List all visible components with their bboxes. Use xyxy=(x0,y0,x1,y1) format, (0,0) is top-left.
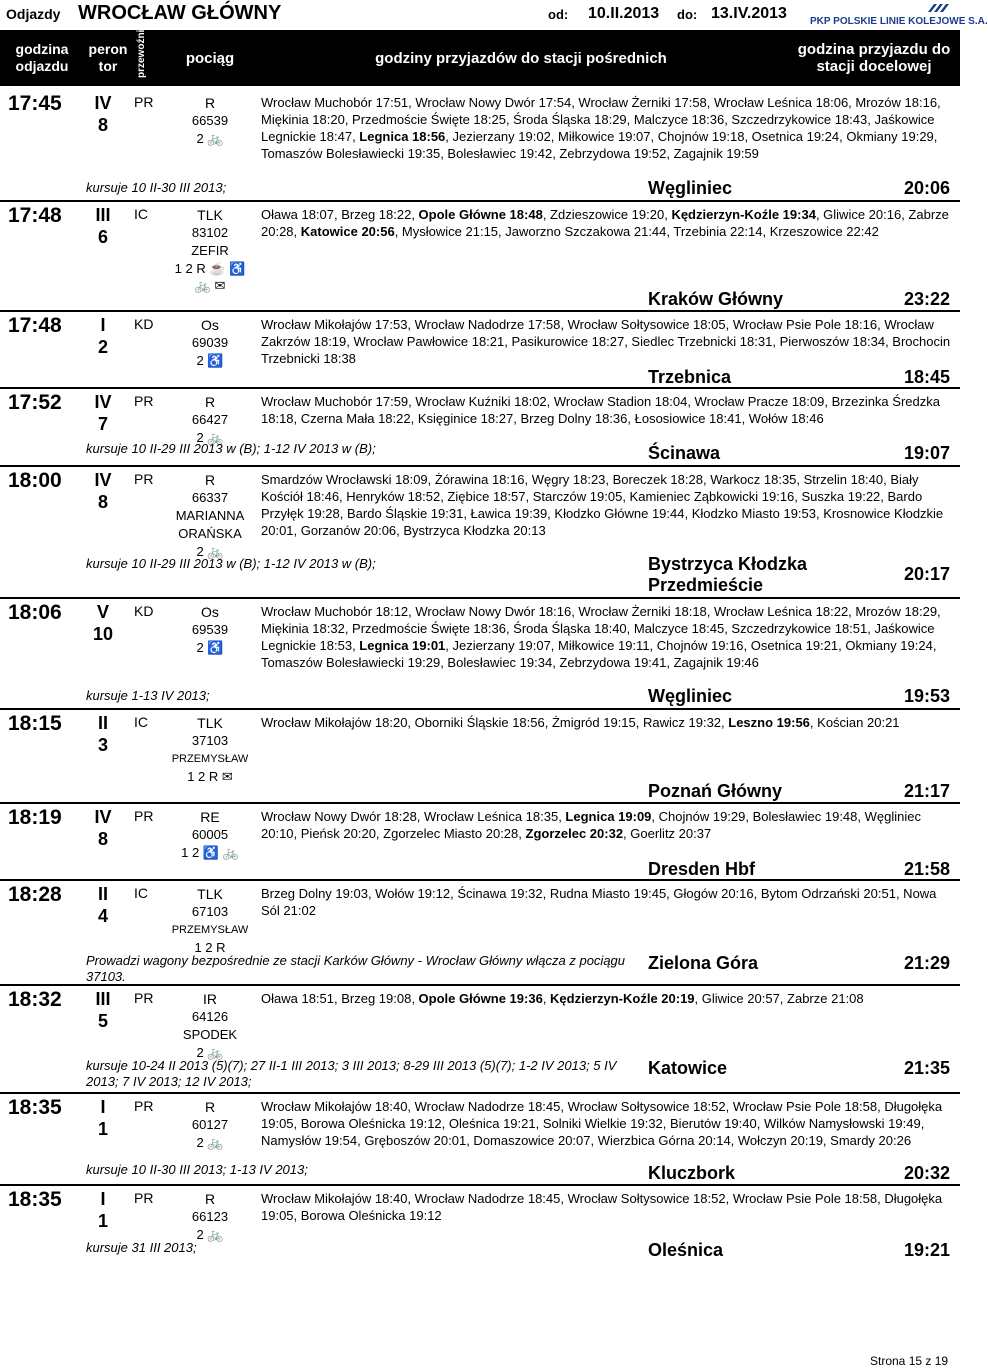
train-info xyxy=(170,714,250,785)
carrier-code: PR xyxy=(134,1098,154,1114)
row-divider xyxy=(0,984,960,986)
train-number: 66427 xyxy=(191,412,229,427)
train-number: 69039 xyxy=(191,335,229,350)
intermediate-stations: Oława 18:51, Brzeg 19:08, Opole Główne 19:36, Kędzierzyn-Koźle 20:19, Gliwice 20:57, Zabrze 21:08 xyxy=(261,991,864,1006)
service-note: Prowadzi wagony bezpośrednie ze stacji Karków Główny - Wrocław Główny włącza z pociągu 37103. xyxy=(86,953,626,984)
intermediate-stations: Wrocław Muchobór 18:12, Wrocław Nowy Dwór 18:16, Wrocław Żerniki 18:18, Wrocław Leśnica 18:22, Mrozów 18:29, Miękinia 18:32, Przedmoście Święte 18:36, Środa Śląska 18:40, Malczyce 18:45, Szczedrzykowice 18:51, Jaśkowice Legnickie 18:53, Legnica 19:01, Jezierzany 19:07, Miłkowice 19:11, Chojnów 19:16, Osetnica 19:21, Okmiany 19:24, Tomaszów Bolesławiecki 19:29, Bolesławiec 19:34, Zebrzydowa 19:41, Zagajnik 19:46 xyxy=(261,604,941,670)
departure-time: 17:48 xyxy=(8,204,62,227)
destination-arrival-time: 20:17 xyxy=(903,564,950,584)
train-category: R xyxy=(204,1099,216,1115)
destination-name: Poznań Główny xyxy=(648,781,783,801)
platform-track xyxy=(90,391,116,435)
train-number: 64126 xyxy=(191,1009,229,1024)
intermediate-stations: Wrocław Mikołajów 18:40, Wrocław Nadodrze 18:45, Wrocław Sołtysowice 18:52, Wrocław Psie Pole 18:58, Długołęka 19:05, Borowa Oleśnicka 19:12 xyxy=(261,1191,943,1223)
amenity-icons-secondary: 🚲 ✉ xyxy=(194,278,226,293)
train-category: R xyxy=(204,472,216,488)
platform-track xyxy=(90,204,116,248)
train-name: ZEFIR xyxy=(191,243,229,258)
logo-stripes-icon xyxy=(928,3,952,13)
intermediate-stations: Wrocław Muchobór 17:59, Wrocław Kuźniki 18:02, Wrocław Stadion 18:04, Wrocław Pracze 18:09, Brzezinka Średzka 18:18, Czerna Mała 18:22, Księginice 18:27, Brzeg Dolny 18:36, Łososiowice 18:41, Wołów 18:46 xyxy=(261,394,940,426)
header-train: pociąg xyxy=(185,50,235,67)
header-platform: peron tor xyxy=(88,41,128,74)
train-number: 83102 xyxy=(191,225,229,240)
destination-name: Zielona Góra xyxy=(648,953,759,973)
platform-track xyxy=(90,1188,116,1232)
platform-number: IV xyxy=(94,392,112,412)
platform-track xyxy=(90,712,116,756)
header-departure-time: godzina odjazdu xyxy=(15,41,69,74)
departure-time: 18:35 xyxy=(8,1188,62,1211)
intermediate-stations: Wrocław Mikołajów 18:20, Oborniki Śląskie 18:56, Żmigród 19:15, Rawicz 19:32, Leszno 19:56, Kościan 20:21 xyxy=(261,715,900,730)
carrier-code: PR xyxy=(134,808,154,824)
intermediate-stations: Wrocław Nowy Dwór 18:28, Wrocław Leśnica 18:35, Legnica 19:09, Chojnów 19:29, Bolesławiec 19:48, Węgliniec 20:10, Pieńsk 20:20, Zgorzelec Miasto 20:28, Zgorzelec 20:32, Goerlitz 20:37 xyxy=(261,809,921,841)
to-date: 13.IV.2013 xyxy=(711,5,787,22)
destination-name: Kluczbork xyxy=(648,1163,736,1183)
carrier-code: IC xyxy=(134,885,148,901)
track-number: 7 xyxy=(97,414,108,434)
track-number: 8 xyxy=(97,829,108,849)
train-number: 69539 xyxy=(191,622,229,637)
amenity-icons: 1 2 ♿ 🚲 xyxy=(181,845,239,860)
amenity-icons: 1 2 R ✉ xyxy=(187,769,233,784)
train-category: IR xyxy=(203,991,217,1007)
departure-time: 18:32 xyxy=(8,988,62,1011)
platform-track xyxy=(90,806,116,850)
platform-track xyxy=(90,469,116,513)
destination-arrival-time: 21:58 xyxy=(903,859,950,879)
intermediate-stations: Brzeg Dolny 19:03, Wołów 19:12, Ścinawa 19:32, Rudna Miasto 19:45, Głogów 20:16, Bytom Odrzański 20:51, Nowa Sól 21:02 xyxy=(261,886,937,918)
destination-arrival-time: 19:21 xyxy=(903,1240,950,1260)
amenity-icons: 2 🚲 xyxy=(196,131,224,146)
track-number: 2 xyxy=(97,337,108,357)
carrier-code: PR xyxy=(134,1190,154,1206)
track-number: 3 xyxy=(97,735,108,755)
destination-arrival-time: 21:17 xyxy=(903,781,950,801)
track-number: 4 xyxy=(97,906,108,926)
train-category: TLK xyxy=(197,207,223,223)
platform-track xyxy=(90,314,116,358)
platform-track xyxy=(90,1096,116,1140)
header-intermediate: godziny przyjazdów do stacji pośrednich xyxy=(375,50,667,67)
train-info xyxy=(170,393,250,446)
destination-arrival-time: 19:53 xyxy=(903,686,950,706)
header-carrier: przewoźnik xyxy=(136,24,147,78)
track-number: 10 xyxy=(92,624,114,644)
platform-number: III xyxy=(95,989,111,1009)
platform-number: IV xyxy=(94,93,112,113)
platform-number: I xyxy=(100,1097,106,1117)
train-name: PRZEMYSŁAW xyxy=(171,753,249,765)
platform-number: IV xyxy=(94,807,112,827)
departure-time: 18:15 xyxy=(8,712,62,735)
intermediate-stations: Wrocław Muchobór 17:51, Wrocław Nowy Dwór 17:54, Wrocław Żerniki 17:58, Wrocław Leśnica 18:06, Mrozów 18:16, Miękinia 18:20, Przedmoście Święte 18:25, Środa Śląska 18:29, Malczyce 18:36, Szczedrzykowice 18:43, Jaśkowice Legnickie 18:47, Legnica 18:56, Jezierzany 19:02, Miłkowice 19:07, Chojnów 19:18, Osetnica 19:24, Okmiany 19:29, Tomaszów Bolesławiecki 19:35, Bolesławiec 19:42, Zebrzydowa 19:52, Zagajnik 19:59 xyxy=(261,95,941,161)
platform-number: III xyxy=(95,205,111,225)
service-note: kursuje 1-13 IV 2013; xyxy=(86,688,210,703)
intermediate-stations: Wrocław Mikołajów 17:53, Wrocław Nadodrze 17:58, Wrocław Sołtysowice 18:05, Wrocław Psie Pole 18:16, Wrocław Zakrzów 18:19, Wrocław Pawłowice 18:21, Pasikurowice 18:27, Siedlec Trzebnicki 18:31, Pierwoszów 18:34, Brochocin Trzebnicki 18:38 xyxy=(261,317,951,366)
amenity-icons: 2 ♿ xyxy=(196,353,224,368)
intermediate-stations: Smardzów Wrocławski 18:09, Żórawina 18:16, Węgry 18:23, Boreczek 18:28, Warkocz 18:35, Strzelin 18:40, Biały Kościół 18:46, Henryków 18:52, Ziębice 18:57, Starczów 19:05, Kamieniec Ząbkowicki 19:16, Suszka 19:22, Bardo Przyłęk 19:28, Bardo Śląskie 19:31, Ławica 19:39, Kłodzko Główne 19:44, Kłodzko Miasto 19:53, Krosnowice Kłodzkie 20:01, Gorzanów 20:06, Bystrzyca Kłodzka 20:13 xyxy=(261,472,944,538)
destination-arrival-time: 19:07 xyxy=(903,443,950,463)
train-name: PRZEMYSŁAW xyxy=(171,924,249,936)
track-number: 6 xyxy=(97,227,108,247)
amenity-icons: 1 2 R xyxy=(194,940,226,955)
amenity-icons: 2 🚲 xyxy=(196,430,224,445)
platform-track xyxy=(90,601,116,645)
row-divider xyxy=(0,1184,960,1186)
train-category: TLK xyxy=(197,886,223,902)
platform-number: II xyxy=(97,713,108,733)
carrier-code: IC xyxy=(134,714,148,730)
row-divider xyxy=(0,802,960,804)
service-note: kursuje 10 II-30 III 2013; xyxy=(86,180,227,195)
destination-arrival-time: 20:32 xyxy=(903,1163,950,1183)
amenity-icons: 1 2 R ☕ ♿ xyxy=(174,261,246,276)
train-number: 37103 xyxy=(191,733,229,748)
track-number: 1 xyxy=(97,1119,108,1139)
destination-arrival-time: 20:06 xyxy=(903,178,950,198)
departures-label: Odjazdy xyxy=(6,6,61,22)
departure-time: 18:06 xyxy=(8,601,62,624)
train-info xyxy=(170,471,250,560)
to-label: do: xyxy=(677,7,698,22)
destination-name: Węgliniec xyxy=(648,178,733,198)
track-number: 5 xyxy=(97,1011,108,1031)
track-number: 8 xyxy=(97,492,108,512)
carrier-code: KD xyxy=(134,316,154,332)
service-note: kursuje 10 II-30 III 2013; 1-13 IV 2013; xyxy=(86,1162,308,1177)
destination-arrival-time: 21:29 xyxy=(903,953,950,973)
platform-number: I xyxy=(100,1189,106,1209)
destination-name: Katowice xyxy=(648,1058,728,1078)
train-number: 67103 xyxy=(191,904,229,919)
departure-time: 17:48 xyxy=(8,314,62,337)
carrier-code: KD xyxy=(134,603,154,619)
departure-time: 18:28 xyxy=(8,883,62,906)
row-divider xyxy=(0,708,960,710)
platform-number: V xyxy=(96,602,109,622)
track-number: 8 xyxy=(97,115,108,135)
table-header xyxy=(0,24,960,86)
train-info xyxy=(170,206,250,294)
amenity-icons: 2 🚲 xyxy=(196,1045,224,1060)
train-name: MARIANNA ORAŃSKA xyxy=(175,508,245,541)
destination-name: Trzebnica xyxy=(648,367,732,387)
destination-name: Węgliniec xyxy=(648,686,733,706)
departure-time: 17:45 xyxy=(8,92,62,115)
train-number: 60005 xyxy=(191,827,229,842)
departure-time: 17:52 xyxy=(8,391,62,414)
row-divider xyxy=(0,597,960,599)
pkp-logo xyxy=(806,3,988,27)
platform-track xyxy=(90,883,116,927)
carrier-code: PR xyxy=(134,393,154,409)
destination-name: Bystrzyca Kłodzka Przedmieście xyxy=(648,554,808,595)
train-number: 60127 xyxy=(191,1117,229,1132)
train-category: Os xyxy=(201,317,219,333)
row-divider xyxy=(0,387,960,389)
amenity-icons: 2 ♿ xyxy=(196,640,224,655)
carrier-code: PR xyxy=(134,990,154,1006)
service-note: kursuje 10-24 II 2013 (5)(7); 27 II-1 III 2013; 3 III 2013; 8-29 III 2013 (5)(7); 1-2 IV 2013; 5 IV 2013; 7 IV 2013; 12 IV 2013; xyxy=(86,1058,617,1089)
header-destination: godzina przyjazdu do stacji docelowej xyxy=(797,41,951,75)
departure-time: 18:00 xyxy=(8,469,62,492)
intermediate-stations: Oława 18:07, Brzeg 18:22, Opole Główne 18:48, Zdzieszowice 19:20, Kędzierzyn-Koźle 19:34, Gliwice 20:16, Zabrze 20:28, Katowice 20:56, Mysłowice 21:15, Jaworzno Szczakowa 21:44, Trzebinia 22:14, Krzeszowice 22:42 xyxy=(261,207,949,239)
departure-time: 18:19 xyxy=(8,806,62,829)
row-divider xyxy=(0,879,960,881)
destination-name: Oleśnica xyxy=(648,1240,724,1260)
track-number: 1 xyxy=(97,1211,108,1231)
train-category: TLK xyxy=(197,715,223,731)
page-number: Strona 15 z 19 xyxy=(870,1354,949,1368)
train-category: R xyxy=(204,1191,216,1207)
departure-time: 18:35 xyxy=(8,1096,62,1119)
platform-number: I xyxy=(100,315,106,335)
train-number: 66123 xyxy=(191,1209,229,1224)
amenity-icons: 2 🚲 xyxy=(196,1227,224,1242)
train-category: Os xyxy=(201,604,219,620)
train-name: SPODEK xyxy=(182,1027,238,1042)
from-label: od: xyxy=(548,7,569,22)
destination-arrival-time: 23:22 xyxy=(903,289,950,309)
train-info xyxy=(170,316,250,369)
platform-track xyxy=(90,988,116,1032)
train-info xyxy=(170,1190,250,1243)
amenity-icons: 2 🚲 xyxy=(196,1135,224,1150)
logo-text: PKP POLSKIE LINIE KOLEJOWE S.A. xyxy=(810,16,988,27)
carrier-code: PR xyxy=(134,471,154,487)
train-info xyxy=(170,990,250,1061)
row-divider xyxy=(0,465,960,467)
carrier-code: PR xyxy=(134,94,154,110)
service-note: kursuje 31 III 2013; xyxy=(86,1240,197,1255)
train-number: 66337 xyxy=(191,490,229,505)
row-divider xyxy=(0,1092,960,1094)
train-number: 66539 xyxy=(191,113,229,128)
train-info xyxy=(170,94,250,147)
from-date: 10.II.2013 xyxy=(588,5,660,22)
train-info xyxy=(170,1098,250,1151)
row-divider xyxy=(0,310,960,312)
train-info xyxy=(170,885,250,956)
platform-number: IV xyxy=(94,470,112,490)
train-category: RE xyxy=(200,809,220,825)
train-info xyxy=(170,808,250,861)
service-note: kursuje 10 II-29 III 2013 w (B); 1-12 IV 2013 w (B); xyxy=(86,441,376,456)
station-name: WROCŁAW GŁÓWNY xyxy=(78,2,282,24)
platform-track xyxy=(90,92,116,136)
destination-name: Dresden Hbf xyxy=(648,859,756,879)
service-note: kursuje 10 II-29 III 2013 w (B); 1-12 IV 2013 w (B); xyxy=(86,556,376,571)
destination-arrival-time: 18:45 xyxy=(903,367,950,387)
destination-name: Ścinawa xyxy=(648,443,721,463)
train-category: R xyxy=(204,95,216,111)
train-info xyxy=(170,603,250,656)
row-divider xyxy=(0,200,960,202)
destination-name: Kraków Główny xyxy=(648,289,784,309)
train-category: R xyxy=(204,394,216,410)
amenity-icons: 2 🚲 xyxy=(196,544,224,559)
intermediate-stations: Wrocław Mikołajów 18:40, Wrocław Nadodrze 18:45, Wrocław Sołtysowice 18:52, Wrocław Psie Pole 18:58, Długołęka 19:05, Borowa Oleśnicka 19:12, Oleśnica 19:21, Solniki Wielkie 19:32, Bierutów 19:40, Wilków Namysłowski 19:49, Namysłów 19:54, Gręboszów 20:01, Domaszowice 20:07, Wierzbica Górna 20:14, Wołczyn 20:19, Smardy 20:26 xyxy=(261,1099,943,1148)
carrier-code: IC xyxy=(134,206,148,222)
platform-number: II xyxy=(97,884,108,904)
destination-arrival-time: 21:35 xyxy=(903,1058,950,1078)
